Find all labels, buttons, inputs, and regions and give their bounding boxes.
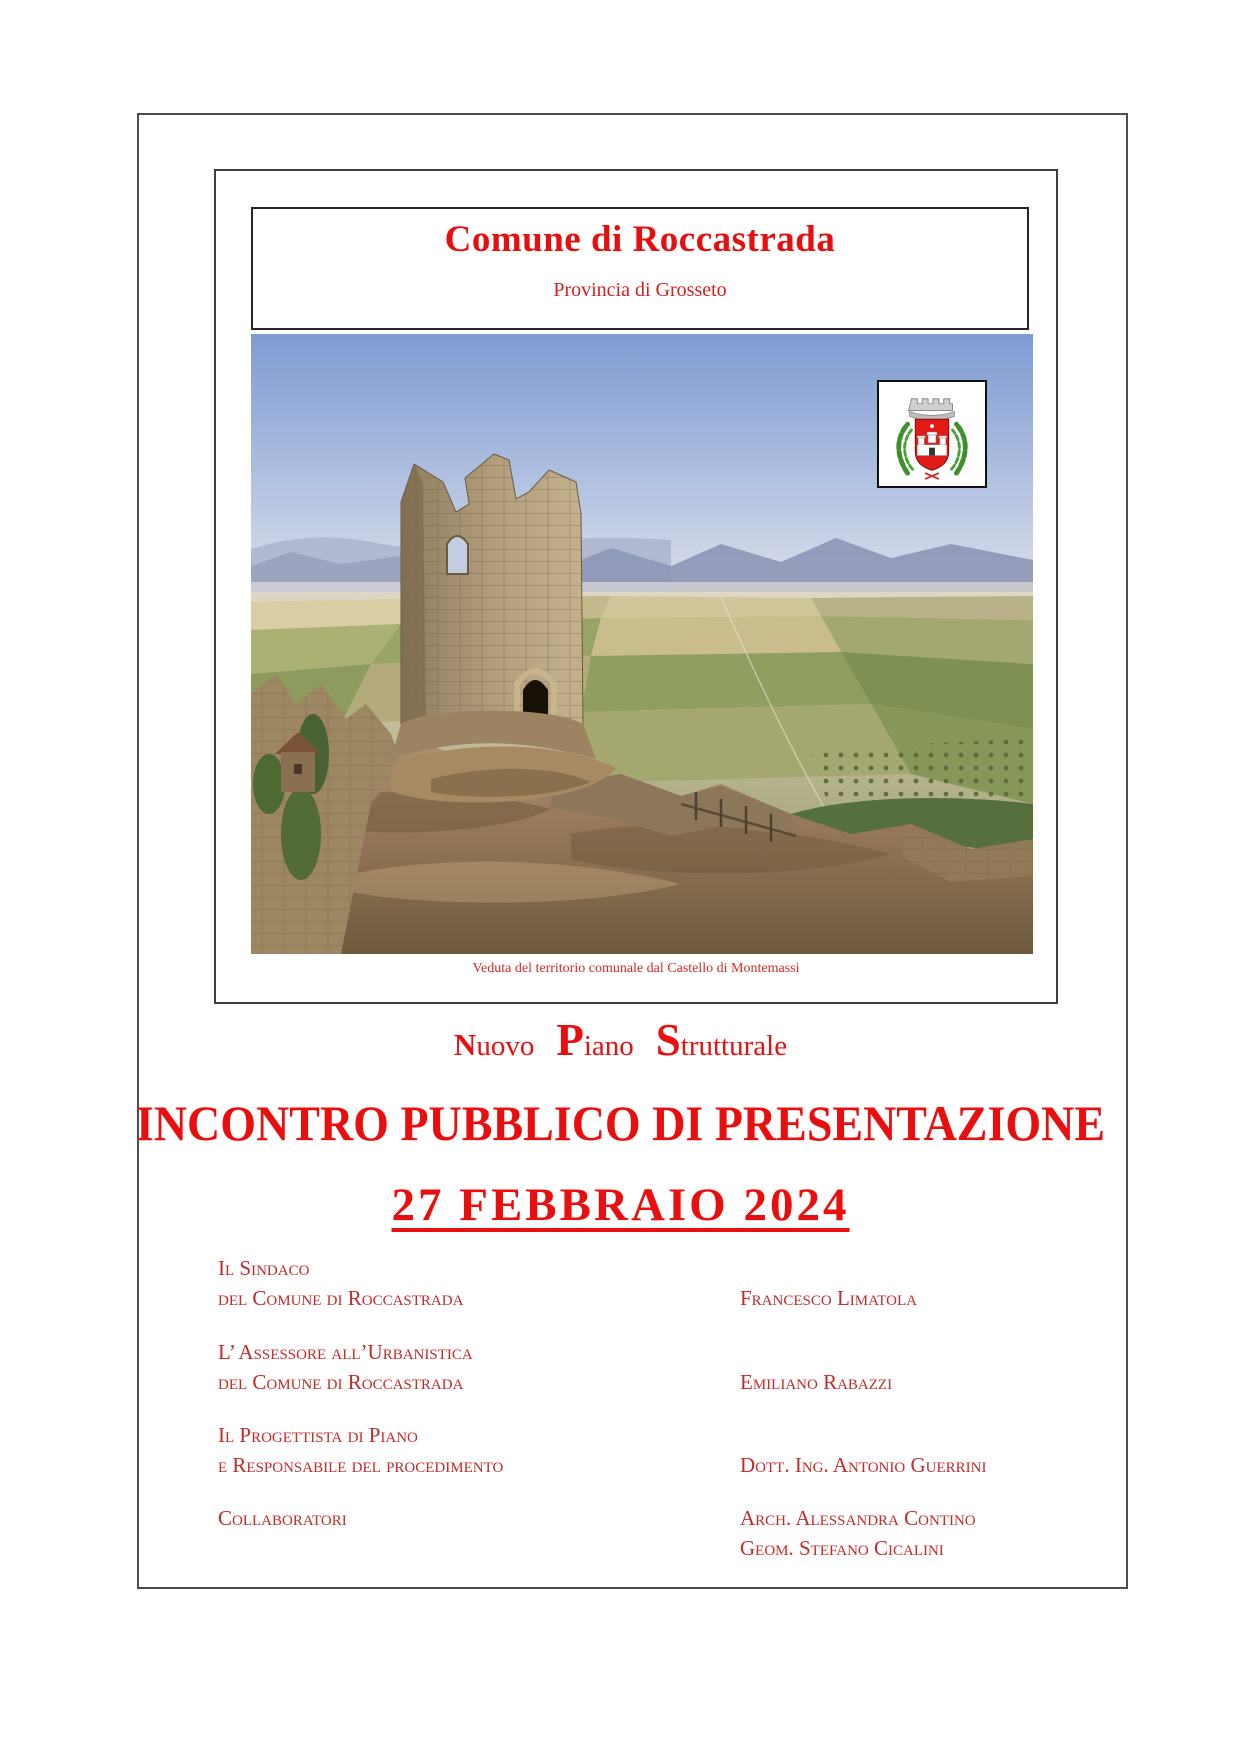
subject-word: Nuovo — [453, 1027, 535, 1062]
header-box — [251, 207, 1029, 330]
role-label-sindaco: Il Sindaco del Comune di Roccastrada — [218, 1256, 464, 1310]
coat-of-arms — [877, 380, 987, 488]
subject-word: Strutturale — [655, 1015, 788, 1065]
subject-title — [0, 1014, 1241, 1066]
subject-word: Piano — [556, 1015, 634, 1065]
municipality-title: Comune di Roccastrada — [444, 219, 836, 260]
province-subtitle: Provincia di Grosseto — [553, 279, 727, 301]
role-name-sindaco: Francesco Limatola — [740, 1286, 917, 1310]
role-name-assessore: Emiliano Rabazzi — [740, 1370, 893, 1394]
event-title: INCONTRO PUBBLICO DI PRESENTAZIONE — [135, 1095, 1106, 1151]
role-names-collaboratori: Arch. Alessandra Contino Geom. Stefano Cicalini — [740, 1506, 976, 1560]
role-label-collaboratori: Collaboratori — [218, 1506, 347, 1530]
role-label-assessore: L’ Assessore all’Urbanistica del Comune di Roccastrada — [218, 1340, 473, 1394]
municipal-emblem-icon — [888, 387, 976, 481]
role-label-progettista: Il Progettista di Piano e Responsabile del procedimento — [218, 1423, 504, 1477]
event-date: 27 FEBBRAIO 2024 — [391, 1179, 850, 1231]
photo-caption: Veduta del territorio comunale dal Castello di Montemassi — [472, 961, 800, 976]
role-name-progettista: Dott. Ing. Antonio Guerrini — [740, 1453, 987, 1477]
